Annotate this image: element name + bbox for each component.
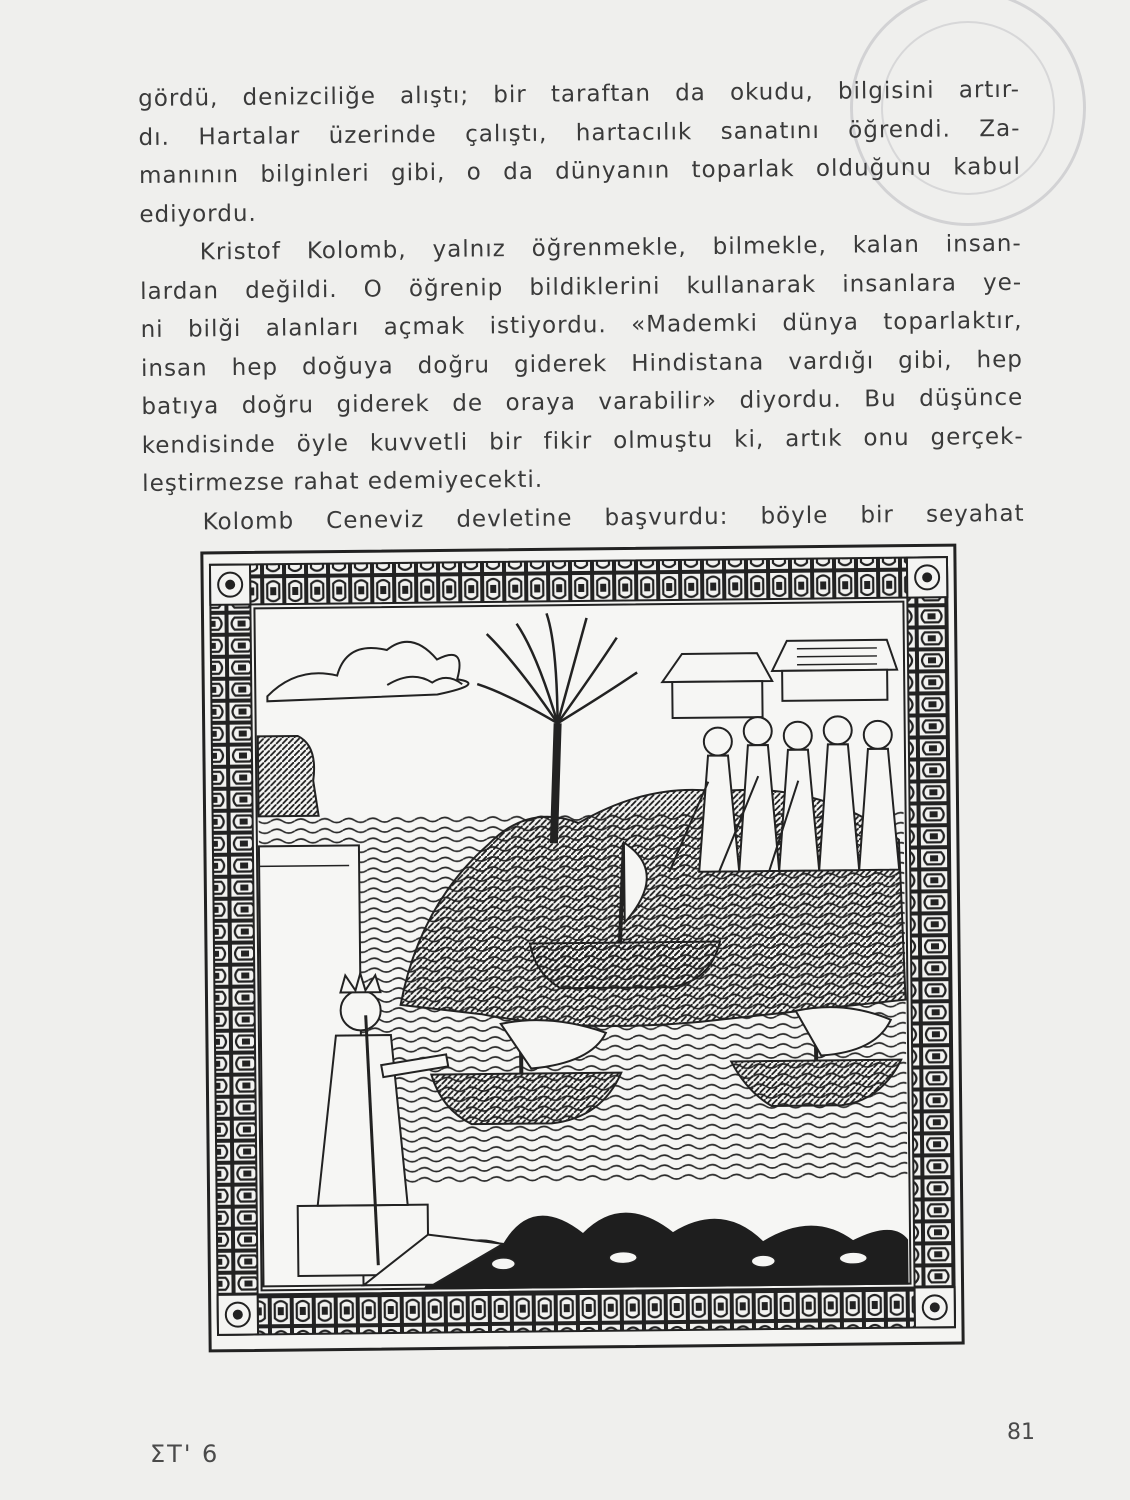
text-line: insan hep doğuya doğru giderek Hindistana vardığı gibi, hep: [140, 346, 1024, 382]
text-line: Kolomb Ceneviz devletine başvurdu: böyle bir seyahat: [202, 500, 1025, 535]
body-text: [138, 71, 1025, 542]
text-line: dı. Hartalar üzerinde çalıştı, hartacılık sanatını öğrendi. Za-: [138, 115, 1021, 151]
text-line: Kristof Kolomb, yalnız öğrenmekle, bilmekle, kalan insan-: [199, 230, 1022, 266]
text-line: batıya doğru giderek de oraya varabilir» diyordu. Bu düşünce: [141, 384, 1024, 420]
text-line: kendisinde öyle kuvvetli bir fikir olmuştu ki, artık onu gerçek-: [141, 423, 1024, 459]
text-line: lardan değildi. O öğrenip bildiklerini kullanarak insanlara ye-: [140, 269, 1023, 305]
page-number: 81: [1007, 1420, 1035, 1445]
woodcut-illustration: [196, 539, 969, 1357]
text-line: ediyordu.: [139, 200, 257, 228]
signature-mark: ΣΤ' 6: [150, 1440, 220, 1468]
text-line: manının bilginleri gibi, o da dünyanın toparlak olduğunu kabul: [138, 153, 1022, 189]
text-line: leştirmezse rahat edemiyecekti.: [142, 466, 544, 497]
text-line: ni bilği alanları açmak istiyordu. «Mademki dünya toparlaktır,: [140, 307, 1023, 343]
woodcut-illustration-icon: [196, 539, 969, 1357]
text-line: gördü, denizciliğe alıştı; bir taraftan da okudu, bilgisini artır-: [138, 76, 1021, 112]
